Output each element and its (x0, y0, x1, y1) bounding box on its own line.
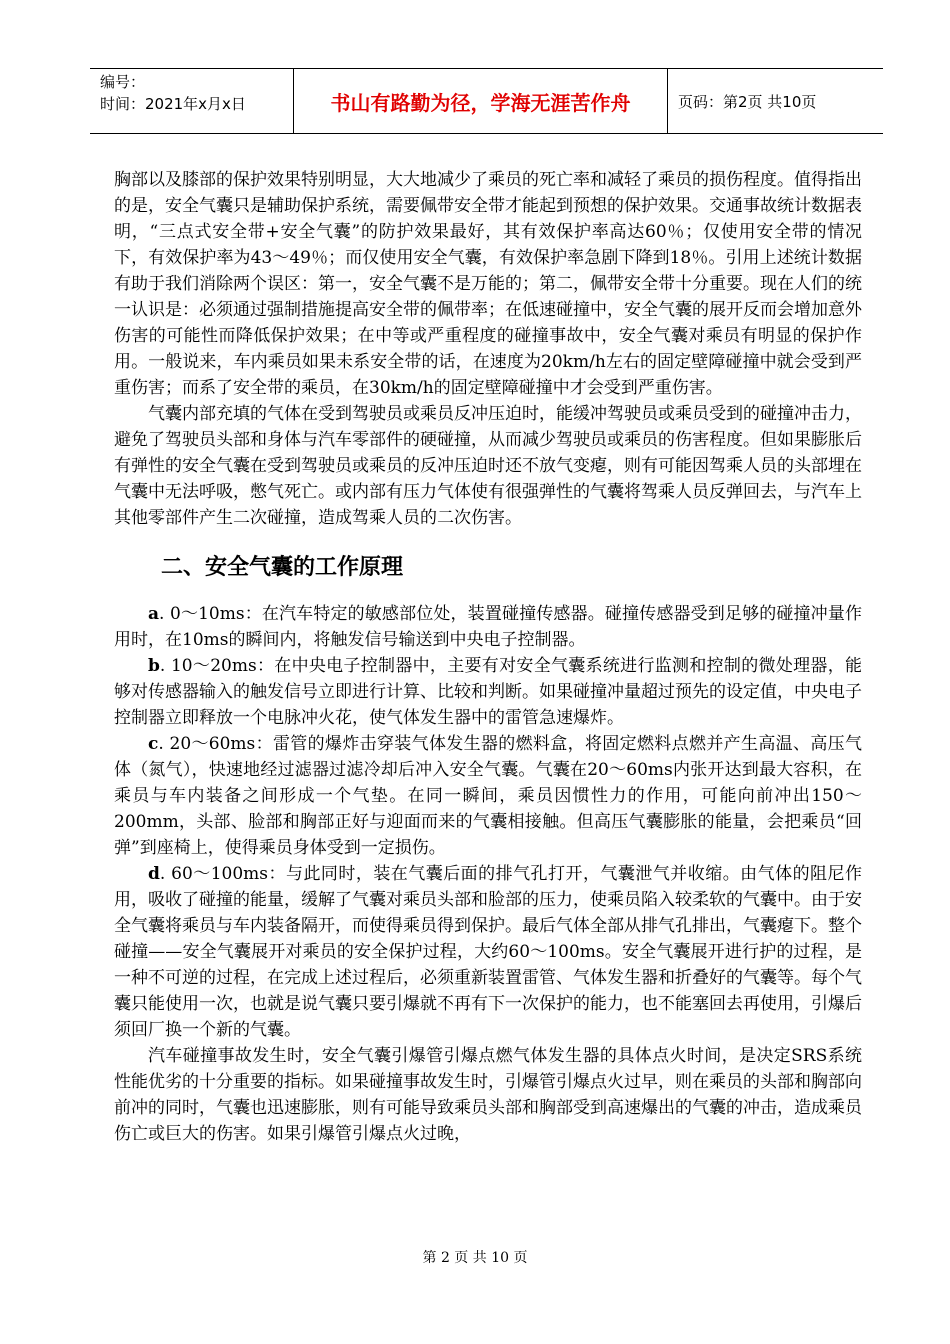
step-text: . 10～20ms：在中央电子控制器中，主要有对安全气囊系统进行监测和控制的微处理器，能够对传感器输入的触发信号立即进行计算、比较和判断。如果碰撞冲量超过预先的设定值，中央电子控制器立即释放一个电脉冲火花，使气体发生器中的雷管急速爆炸。 (114, 656, 862, 728)
body-paragraph: 胸部以及膝部的保护效果特别明显，大大地减少了乘员的死亡率和减轻了乘员的损伤程度。值得指出的是，安全气囊只是辅助保护系统，需要佩带安全带才能起到预想的保护效果。交通事故统计数据表明，“三点式安全带+安全气囊”的防护效果最好，其有效保护率高达60％；仅使用安全带的情况下，有效保护率为43～49％；而仅使用安全气囊，有效保护率急剧下降到18％。引用上述统计数据有助于我们消除两个误区：第一，安全气囊不是万能的；第二，佩带安全带十分重要。现在人们的统一认识是：必须通过强制措施提高安全带的佩带率；在低速碰撞中，安全气囊的展开反而会增加意外伤害的可能性而降低保护效果；在中等或严重程度的碰撞事故中，安全气囊对乘员有明显的保护作用。一般说来，车内乘员如果未系安全带的话，在速度为20km/h左右的固定壁障碰撞中就会受到严重伤害；而系了安全带的乘员，在30km/h的固定壁障碰撞中才会受到严重伤害。 (114, 170, 862, 398)
step-text: . 20～60ms：雷管的爆炸击穿装气体发生器的燃料盒，将固定燃料点燃并产生高温、高压气体（氮气），快速地经过滤器过滤冷却后冲入安全气囊。气囊在20～60ms内张开达到最大容积，在乘员与车内装备之间形成一个气垫。在同一瞬间，乘员因惯性力的作用，可能向前冲出150～200mm，头部、脸部和胸部正好与迎面而来的气囊相接触。但高压气囊膨胀的能量，会把乘员“回弹”到座椅上，使得乘员身体受到一定损伤。 (114, 734, 862, 858)
page-footer: 第 2 页 共 10 页 (422, 1250, 528, 1266)
body-paragraph: 气囊内部充填的气体在受到驾驶员或乘员反冲压迫时，能缓冲驾驶员或乘员受到的碰撞冲击力，避免了驾驶员头部和身体与汽车零部件的硬碰撞，从而减少驾驶员或乘员的伤害程度。但如果膨胀后有弹性的安全气囊在受到驾驶员或乘员的反冲压迫时还不放气变瘪，则有可能因驾乘人员的头部埋在气囊中无法呼吸，憋气死亡。或内部有压力气体使有很强弹性的气囊将驾乘人员反弹回去，与汽车上其他零部件产生二次碰撞，造成驾乘人员的二次伤害。 (114, 404, 862, 528)
document-number-label: 编号： (100, 73, 146, 91)
step-label: b (148, 656, 160, 676)
step-paragraph-b (114, 653, 862, 731)
document-date: 时间：2021年x月x日 (100, 95, 246, 113)
page-header (90, 68, 883, 134)
step-paragraph-d (114, 861, 862, 1043)
step-paragraph-a (114, 601, 862, 653)
body-paragraph: 汽车碰撞事故发生时，安全气囊引爆管引爆点燃气体发生器的具体点火时间，是决定SRS系统性能优劣的十分重要的指标。如果碰撞事故发生时，引爆管引爆点火过早，则在乘员的头部和胸部向前冲的同时，气囊也迅速膨胀，则有可能导致乘员头部和胸部受到高速爆出的气囊的冲击，造成乘员伤亡或巨大的伤害。如果引爆管引爆点火过晚， (114, 1046, 862, 1144)
step-label: d (148, 864, 160, 884)
section-heading: 二、安全气囊的工作原理 (161, 555, 404, 580)
document-body (114, 167, 862, 1147)
step-text: . 0～10ms：在汽车特定的敏感部位处，装置碰撞传感器。碰撞传感器受到足够的碰撞冲量作用时，在10ms的瞬间内，将触发信号输送到中央电子控制器。 (114, 604, 862, 650)
step-label: a (148, 604, 160, 624)
header-page-number: 页码：第2页 共10页 (678, 92, 817, 111)
step-paragraph-c (114, 731, 862, 861)
step-label: c (148, 734, 159, 754)
header-motto: 书山有路勤为径，学海无涯苦作舟 (293, 69, 668, 133)
step-text: . 60～100ms：与此同时，装在气囊后面的排气孔打开，气囊泄气并收缩。由气体的阻尼作用，吸收了碰撞的能量，缓解了气囊对乘员头部和脸部的压力，使乘员陷入较柔软的气囊中。由于安全气囊将乘员与车内装备隔开，而使得乘员得到保护。最后气体全部从排气孔排出，气囊瘪下。整个碰撞——安全气囊展开对乘员的安全保护过程，大约60～100ms。安全气囊展开进行护的过程，是一种不可逆的过程，在完成上述过程后，必须重新装置雷管、气体发生器和折叠好的气囊等。每个气囊只能使用一次，也就是说气囊只要引爆就不再有下一次保护的能力，也不能塞回去再使用，引爆后须回厂换一个新的气囊。 (114, 864, 862, 1040)
header-meta (90, 69, 293, 133)
